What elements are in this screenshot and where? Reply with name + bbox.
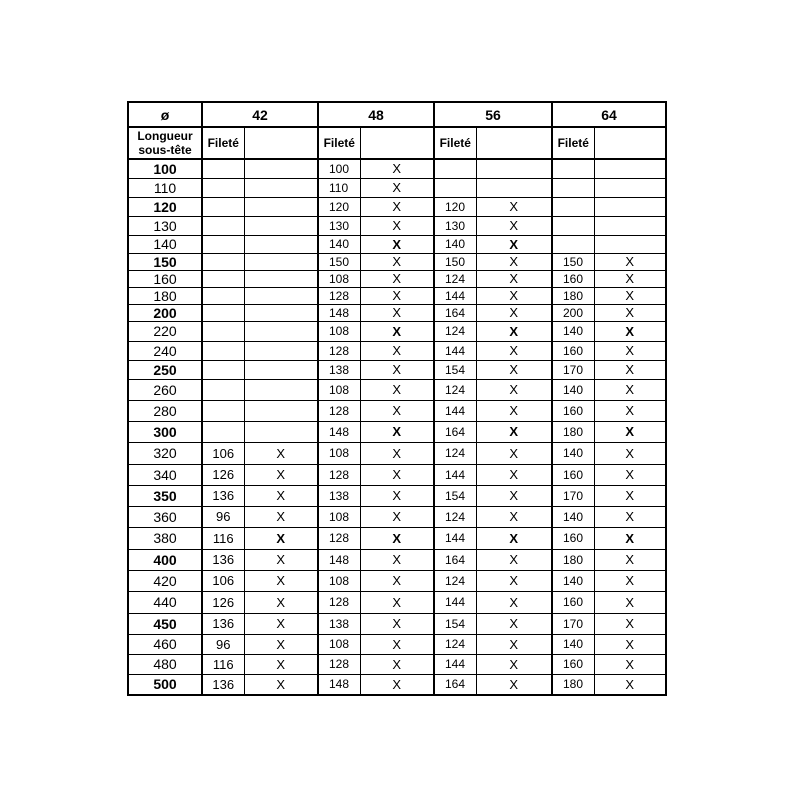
threaded-length-cell: 128 — [318, 464, 360, 485]
threaded-length-cell: 120 — [434, 197, 476, 216]
threaded-length-cell: 140 — [552, 634, 594, 654]
length-cell: 400 — [128, 549, 202, 570]
length-cell: 420 — [128, 570, 202, 591]
threaded-length-cell: 144 — [434, 527, 476, 549]
table-row — [128, 506, 666, 527]
availability-mark: X — [360, 216, 434, 235]
threaded-length-cell: 200 — [552, 304, 594, 321]
empty-header-cell — [476, 127, 552, 159]
threaded-length-cell: 140 — [552, 321, 594, 341]
row-header-label: Longueur sous-tête — [128, 127, 202, 159]
threaded-length-cell: 144 — [434, 464, 476, 485]
availability-mark: X — [476, 570, 552, 591]
threaded-length-cell — [202, 400, 244, 421]
threaded-length-cell: 150 — [552, 253, 594, 270]
empty-header-cell — [594, 127, 666, 159]
threaded-length-cell — [434, 159, 476, 178]
threaded-length-cell: 164 — [434, 421, 476, 442]
availability-mark — [244, 235, 318, 253]
threaded-length-cell — [202, 235, 244, 253]
threaded-length-cell: 148 — [318, 304, 360, 321]
availability-mark: X — [476, 549, 552, 570]
threaded-length-cell: 108 — [318, 321, 360, 341]
availability-mark: X — [360, 235, 434, 253]
availability-mark — [244, 197, 318, 216]
table-row — [128, 485, 666, 506]
availability-mark — [244, 253, 318, 270]
length-cell: 500 — [128, 674, 202, 695]
availability-mark: X — [360, 379, 434, 400]
availability-mark: X — [244, 442, 318, 464]
threaded-length-cell: 144 — [434, 400, 476, 421]
availability-mark — [594, 235, 666, 253]
availability-mark: X — [476, 674, 552, 695]
availability-mark — [594, 197, 666, 216]
availability-mark: X — [476, 360, 552, 379]
availability-mark: X — [594, 549, 666, 570]
availability-mark: X — [476, 654, 552, 674]
threaded-length-cell: 160 — [552, 464, 594, 485]
threaded-length-cell: 108 — [318, 442, 360, 464]
availability-mark: X — [594, 674, 666, 695]
length-cell: 360 — [128, 506, 202, 527]
availability-mark: X — [594, 341, 666, 360]
availability-mark: X — [594, 613, 666, 634]
availability-mark — [244, 421, 318, 442]
availability-mark — [244, 178, 318, 197]
availability-mark: X — [360, 634, 434, 654]
length-cell: 380 — [128, 527, 202, 549]
availability-mark: X — [360, 527, 434, 549]
availability-mark: X — [360, 591, 434, 613]
threaded-length-cell — [552, 178, 594, 197]
table-row — [128, 178, 666, 197]
diameter-header-56: 56 — [434, 102, 552, 127]
threaded-length-cell: 154 — [434, 613, 476, 634]
length-cell: 200 — [128, 304, 202, 321]
length-cell: 240 — [128, 341, 202, 360]
table-row — [128, 654, 666, 674]
availability-mark: X — [476, 613, 552, 634]
availability-mark — [244, 304, 318, 321]
availability-mark: X — [244, 506, 318, 527]
availability-mark: X — [244, 527, 318, 549]
threaded-length-cell: 124 — [434, 270, 476, 287]
availability-mark — [244, 400, 318, 421]
length-cell: 140 — [128, 235, 202, 253]
threaded-length-cell — [202, 321, 244, 341]
availability-mark: X — [476, 591, 552, 613]
length-cell: 440 — [128, 591, 202, 613]
threaded-length-cell: 108 — [318, 570, 360, 591]
availability-mark: X — [476, 464, 552, 485]
threaded-length-cell: 116 — [202, 654, 244, 674]
availability-mark: X — [360, 400, 434, 421]
threaded-length-cell — [202, 341, 244, 360]
empty-header-cell — [244, 127, 318, 159]
threaded-length-cell: 180 — [552, 421, 594, 442]
availability-mark: X — [244, 613, 318, 634]
threaded-length-cell: 170 — [552, 485, 594, 506]
table-row — [128, 442, 666, 464]
threaded-length-cell: 136 — [202, 613, 244, 634]
length-cell: 460 — [128, 634, 202, 654]
threaded-length-cell: 170 — [552, 613, 594, 634]
table-row — [128, 321, 666, 341]
threaded-length-cell: 140 — [434, 235, 476, 253]
threaded-length-cell: 150 — [318, 253, 360, 270]
threaded-length-cell: 128 — [318, 527, 360, 549]
filete-header: Fileté — [552, 127, 594, 159]
availability-mark: X — [360, 197, 434, 216]
availability-mark: X — [594, 506, 666, 527]
availability-mark: X — [360, 421, 434, 442]
threaded-length-cell: 108 — [318, 506, 360, 527]
availability-mark: X — [244, 570, 318, 591]
length-cell: 320 — [128, 442, 202, 464]
availability-mark: X — [594, 400, 666, 421]
threaded-length-cell: 144 — [434, 287, 476, 304]
threaded-length-cell: 128 — [318, 591, 360, 613]
length-cell: 250 — [128, 360, 202, 379]
availability-mark: X — [476, 400, 552, 421]
length-cell: 450 — [128, 613, 202, 634]
threaded-length-cell: 124 — [434, 321, 476, 341]
availability-mark: X — [476, 216, 552, 235]
threaded-length-cell: 124 — [434, 442, 476, 464]
table-row — [128, 379, 666, 400]
threaded-length-cell: 128 — [318, 400, 360, 421]
availability-mark: X — [476, 287, 552, 304]
length-cell: 150 — [128, 253, 202, 270]
threaded-length-cell — [202, 379, 244, 400]
threaded-length-cell: 108 — [318, 379, 360, 400]
threaded-length-cell: 120 — [318, 197, 360, 216]
availability-mark: X — [476, 506, 552, 527]
threaded-length-cell: 160 — [552, 341, 594, 360]
threaded-length-cell: 100 — [318, 159, 360, 178]
threaded-length-cell: 136 — [202, 485, 244, 506]
availability-mark: X — [594, 442, 666, 464]
threaded-length-cell: 124 — [434, 634, 476, 654]
threaded-length-cell: 140 — [552, 570, 594, 591]
threaded-length-cell: 170 — [552, 360, 594, 379]
threaded-length-cell: 138 — [318, 360, 360, 379]
threaded-length-cell: 180 — [552, 674, 594, 695]
availability-mark: X — [476, 270, 552, 287]
threaded-length-cell — [202, 421, 244, 442]
availability-mark: X — [244, 591, 318, 613]
diameter-symbol: ø — [128, 102, 202, 127]
threaded-length-cell: 110 — [318, 178, 360, 197]
availability-mark: X — [476, 304, 552, 321]
availability-mark — [244, 379, 318, 400]
availability-mark: X — [476, 379, 552, 400]
threaded-length-cell: 136 — [202, 674, 244, 695]
availability-mark: X — [360, 654, 434, 674]
availability-mark: X — [360, 287, 434, 304]
table-row — [128, 464, 666, 485]
threaded-length-cell: 138 — [318, 485, 360, 506]
table-row — [128, 634, 666, 654]
threaded-length-cell: 106 — [202, 442, 244, 464]
length-cell: 160 — [128, 270, 202, 287]
threaded-length-cell: 180 — [552, 287, 594, 304]
threaded-length-cell — [552, 159, 594, 178]
length-cell: 260 — [128, 379, 202, 400]
length-cell: 120 — [128, 197, 202, 216]
threaded-length-cell: 138 — [318, 613, 360, 634]
threaded-length-cell: 160 — [552, 654, 594, 674]
threaded-length-cell: 160 — [552, 270, 594, 287]
availability-mark: X — [360, 341, 434, 360]
availability-mark: X — [360, 304, 434, 321]
availability-mark — [244, 287, 318, 304]
availability-mark — [476, 159, 552, 178]
availability-mark — [594, 178, 666, 197]
threaded-length-cell — [202, 178, 244, 197]
threaded-length-cell: 108 — [318, 270, 360, 287]
length-cell: 130 — [128, 216, 202, 235]
threaded-length-cell: 154 — [434, 360, 476, 379]
threaded-length-cell — [202, 159, 244, 178]
availability-mark: X — [360, 253, 434, 270]
table-row — [128, 613, 666, 634]
availability-mark: X — [476, 421, 552, 442]
availability-mark: X — [360, 549, 434, 570]
threaded-length-cell: 140 — [318, 235, 360, 253]
table-row — [128, 527, 666, 549]
availability-mark: X — [594, 464, 666, 485]
filete-header: Fileté — [202, 127, 244, 159]
empty-header-cell — [360, 127, 434, 159]
availability-mark: X — [244, 654, 318, 674]
threaded-length-cell: 160 — [552, 400, 594, 421]
table-row — [128, 253, 666, 270]
threaded-length-cell — [434, 178, 476, 197]
availability-mark — [594, 216, 666, 235]
availability-mark: X — [360, 613, 434, 634]
table-row — [128, 287, 666, 304]
availability-mark: X — [360, 270, 434, 287]
availability-mark: X — [244, 674, 318, 695]
length-cell: 340 — [128, 464, 202, 485]
threaded-length-cell: 150 — [434, 253, 476, 270]
threaded-length-cell: 144 — [434, 654, 476, 674]
length-table — [127, 101, 667, 696]
threaded-length-cell — [552, 235, 594, 253]
table-row — [128, 570, 666, 591]
availability-mark: X — [360, 674, 434, 695]
threaded-length-cell — [552, 197, 594, 216]
availability-mark — [244, 341, 318, 360]
threaded-length-cell: 128 — [318, 287, 360, 304]
availability-mark — [594, 159, 666, 178]
table-row — [128, 421, 666, 442]
availability-mark: X — [594, 287, 666, 304]
filete-header: Fileté — [318, 127, 360, 159]
availability-mark: X — [476, 527, 552, 549]
availability-mark: X — [594, 485, 666, 506]
availability-mark — [244, 360, 318, 379]
table-row — [128, 341, 666, 360]
length-cell: 300 — [128, 421, 202, 442]
threaded-length-cell: 148 — [318, 421, 360, 442]
threaded-length-cell — [202, 197, 244, 216]
threaded-length-cell: 106 — [202, 570, 244, 591]
availability-mark — [244, 159, 318, 178]
threaded-length-cell: 96 — [202, 506, 244, 527]
table-row — [128, 400, 666, 421]
table-row — [128, 216, 666, 235]
availability-mark: X — [360, 485, 434, 506]
availability-mark: X — [476, 442, 552, 464]
threaded-length-cell: 130 — [318, 216, 360, 235]
availability-mark: X — [360, 506, 434, 527]
threaded-length-cell — [202, 360, 244, 379]
threaded-length-cell: 124 — [434, 570, 476, 591]
threaded-length-cell: 160 — [552, 527, 594, 549]
threaded-length-cell: 128 — [318, 654, 360, 674]
availability-mark: X — [594, 570, 666, 591]
threaded-length-cell: 128 — [318, 341, 360, 360]
availability-mark: X — [594, 634, 666, 654]
table-row — [128, 549, 666, 570]
availability-mark: X — [476, 321, 552, 341]
length-cell: 180 — [128, 287, 202, 304]
diameter-header-64: 64 — [552, 102, 666, 127]
availability-mark: X — [360, 321, 434, 341]
threaded-length-cell — [202, 270, 244, 287]
availability-mark: X — [594, 270, 666, 287]
availability-mark: X — [476, 634, 552, 654]
availability-mark: X — [476, 253, 552, 270]
availability-mark — [244, 321, 318, 341]
length-cell: 280 — [128, 400, 202, 421]
filete-header: Fileté — [434, 127, 476, 159]
threaded-length-cell: 140 — [552, 379, 594, 400]
threaded-length-cell: 124 — [434, 379, 476, 400]
diameter-header-42: 42 — [202, 102, 318, 127]
threaded-length-cell: 164 — [434, 674, 476, 695]
diameter-header-48: 48 — [318, 102, 434, 127]
length-cell: 480 — [128, 654, 202, 674]
table-row — [128, 197, 666, 216]
threaded-length-cell: 126 — [202, 464, 244, 485]
availability-mark: X — [594, 360, 666, 379]
availability-mark: X — [244, 485, 318, 506]
availability-mark: X — [594, 421, 666, 442]
availability-mark: X — [360, 570, 434, 591]
threaded-length-cell: 164 — [434, 304, 476, 321]
threaded-length-cell: 130 — [434, 216, 476, 235]
threaded-length-cell — [202, 287, 244, 304]
threaded-length-cell — [202, 253, 244, 270]
threaded-length-cell: 148 — [318, 549, 360, 570]
length-cell: 100 — [128, 159, 202, 178]
availability-mark: X — [360, 442, 434, 464]
table-row — [128, 674, 666, 695]
threaded-length-cell — [552, 216, 594, 235]
availability-mark: X — [360, 159, 434, 178]
availability-mark: X — [476, 235, 552, 253]
availability-mark: X — [594, 591, 666, 613]
threaded-length-cell: 154 — [434, 485, 476, 506]
threaded-length-cell: 164 — [434, 549, 476, 570]
table-row — [128, 360, 666, 379]
threaded-length-cell — [202, 216, 244, 235]
threaded-length-cell: 96 — [202, 634, 244, 654]
threaded-length-cell: 126 — [202, 591, 244, 613]
table-row — [128, 235, 666, 253]
threaded-length-cell: 144 — [434, 341, 476, 360]
table-row — [128, 270, 666, 287]
threaded-length-cell: 140 — [552, 506, 594, 527]
availability-mark: X — [244, 634, 318, 654]
availability-mark: X — [594, 379, 666, 400]
threaded-length-cell: 116 — [202, 527, 244, 549]
availability-mark: X — [594, 654, 666, 674]
threaded-length-cell: 144 — [434, 591, 476, 613]
availability-mark — [244, 216, 318, 235]
threaded-length-cell: 148 — [318, 674, 360, 695]
availability-mark: X — [360, 360, 434, 379]
threaded-length-cell: 140 — [552, 442, 594, 464]
availability-mark: X — [476, 197, 552, 216]
length-cell: 350 — [128, 485, 202, 506]
table-row — [128, 159, 666, 178]
threaded-length-cell: 160 — [552, 591, 594, 613]
availability-mark: X — [244, 464, 318, 485]
length-cell: 110 — [128, 178, 202, 197]
threaded-length-cell: 124 — [434, 506, 476, 527]
availability-mark: X — [594, 527, 666, 549]
availability-mark: X — [476, 485, 552, 506]
availability-mark: X — [360, 178, 434, 197]
availability-mark: X — [594, 253, 666, 270]
table-row — [128, 304, 666, 321]
availability-mark — [476, 178, 552, 197]
length-cell: 220 — [128, 321, 202, 341]
availability-mark: X — [476, 341, 552, 360]
table-row — [128, 591, 666, 613]
threaded-length-cell: 136 — [202, 549, 244, 570]
availability-mark: X — [594, 304, 666, 321]
threaded-length-cell: 108 — [318, 634, 360, 654]
availability-mark: X — [244, 549, 318, 570]
threaded-length-cell: 180 — [552, 549, 594, 570]
availability-mark — [244, 270, 318, 287]
threaded-length-cell — [202, 304, 244, 321]
availability-mark: X — [594, 321, 666, 341]
availability-mark: X — [360, 464, 434, 485]
